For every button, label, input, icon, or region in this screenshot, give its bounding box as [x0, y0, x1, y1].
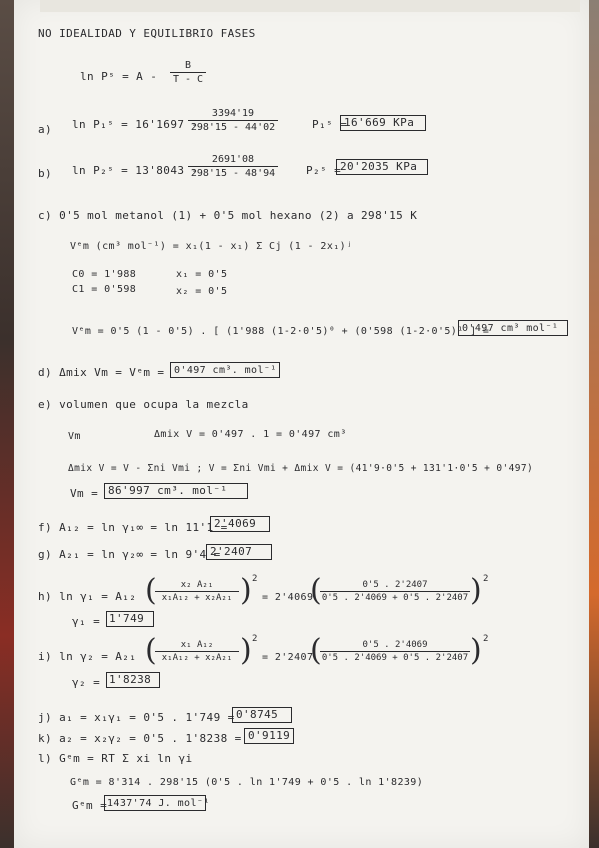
part-c-x1: x₁ = 0'5 [176, 269, 228, 280]
part-e-line-1: Δmix V = 0'497 . 1 = 0'497 cm³ [154, 429, 347, 440]
part-h-paren-open: ( [145, 573, 157, 608]
page-edge-left [0, 0, 14, 848]
part-k-equation: k) a₂ = x₂γ₂ = 0'5 . 1'8238 = [38, 732, 242, 745]
part-a-result-lhs: P₁ˢ = [312, 118, 348, 131]
part-l-result: 1437'74 J. mol⁻¹ [107, 798, 210, 809]
part-i-result: 1'8238 [109, 673, 152, 686]
part-i-square-2: 2 [483, 634, 489, 644]
page-title: NO IDEALIDAD Y EQUILIBRIO FASES [38, 27, 256, 40]
part-c-calculation: Vᵉm = 0'5 (1 - 0'5) . [ (1'988 (1-2·0'5)⁰ + (0'598 (1-2·0'5)¹ ] = [72, 326, 490, 337]
part-a-fraction [188, 108, 278, 133]
part-e-vm: Vm [68, 431, 81, 442]
part-a-equation: ln P₁ˢ = 16'1697 - [72, 118, 199, 131]
part-e-result-lhs: Vm = [70, 487, 99, 500]
part-i-paren2-open: ( [310, 633, 322, 668]
part-a-result: 16'669 KPa [344, 116, 415, 129]
part-i-value-numerator: 0'5 . 2'4069 [320, 640, 470, 652]
part-e-line-2: Δmix V = V - Σni Vmi ; V = Σni Vmi + Δmix V = (41'9·0'5 + 131'1·0'5 + 0'497) [68, 463, 534, 474]
part-i-middle: = 2'2407 [262, 652, 314, 663]
part-h-numerator: x₂ A₂₁ [155, 580, 239, 592]
part-h-paren-close: ) [240, 573, 252, 608]
part-f-result: 2'4069 [214, 517, 257, 530]
part-h-middle: = 2'4069 [262, 592, 314, 603]
part-e-result: 86'997 cm³. mol⁻¹ [108, 484, 228, 497]
page-edge-right [589, 0, 599, 848]
part-i-value-denominator: 0'5 . 2'4069 + 0'5 . 2'2407 [321, 653, 469, 663]
part-i-equation: i) ln γ₂ = A₂₁ [38, 650, 137, 663]
antoine-equation: ln Pˢ = A - [80, 70, 158, 83]
part-a-numerator: 3394'19 [188, 108, 278, 121]
part-c-heading: c) 0'5 mol metanol (1) + 0'5 mol hexano (2) a 298'15 K [38, 209, 418, 222]
part-b-fraction [188, 154, 278, 179]
part-h-fraction [155, 580, 239, 603]
part-c-result: 0'497 cm³ mol⁻¹ [462, 323, 559, 334]
part-h-paren2-open: ( [310, 573, 322, 608]
part-c-c0: C0 = 1'988 [72, 269, 137, 280]
part-h-denominator: x₁A₁₂ + x₂A₂₁ [161, 593, 233, 603]
antoine-fraction [170, 60, 206, 85]
part-b-equation: ln P₂ˢ = 13'8043 - [72, 164, 199, 177]
part-b-result: 20'2035 KPa [340, 160, 418, 173]
part-a-denominator: 298'15 - 44'02 [190, 122, 276, 133]
part-h-square: 2 [252, 574, 258, 584]
part-c-model: Vᵉm (cm³ mol⁻¹) = x₁(1 - x₁) Σ Cj (1 - 2x₁)ʲ [70, 241, 353, 252]
part-i-denominator: x₁A₁₂ + x₂A₂₁ [161, 653, 233, 663]
part-d-equation: d) Δmix Vm = Vᵉm = [38, 366, 165, 379]
part-j-result: 0'8745 [236, 708, 279, 721]
part-h-equation: h) ln γ₁ = A₁₂ [38, 590, 137, 603]
part-h-value-numerator: 0'5 . 2'2407 [320, 580, 470, 592]
part-h-result-lhs: γ₁ = [72, 615, 101, 628]
part-i-fraction [155, 640, 239, 663]
antoine-fraction-numerator: B [170, 60, 206, 73]
part-h-paren2-close: ) [470, 573, 482, 608]
part-i-square: 2 [252, 634, 258, 644]
part-h-result: 1'749 [109, 612, 145, 625]
part-b-denominator: 298'15 - 48'94 [190, 168, 276, 179]
part-d-result: 0'497 cm³. mol⁻¹ [174, 365, 277, 376]
part-i-value-fraction [320, 640, 470, 663]
part-b-result-lhs: P₂ˢ = [306, 164, 342, 177]
part-f-equation: f) A₁₂ = ln γ₁∞ = ln 11'1 = [38, 521, 228, 534]
part-h-value-fraction [320, 580, 470, 603]
page-top-strip [40, 0, 580, 12]
part-i-result-lhs: γ₂ = [72, 676, 101, 689]
part-e-heading: e) volumen que ocupa la mezcla [38, 398, 249, 411]
part-i-numerator: x₁ A₁₂ [155, 640, 239, 652]
part-k-result: 0'9119 [248, 729, 291, 742]
part-h-square-2: 2 [483, 574, 489, 584]
part-l-equation: l) Gᵉm = RT Σ xi ln γi [38, 752, 193, 765]
part-l-calculation: Gᵉm = 8'314 . 298'15 (0'5 . ln 1'749 + 0'5 . ln 1'8239) [70, 777, 424, 788]
part-b-label: b) [38, 167, 53, 180]
part-g-result: 2'2407 [210, 545, 253, 558]
part-l-result-lhs: Gᵉm = [72, 799, 108, 812]
part-i-paren2-close: ) [470, 633, 482, 668]
part-c-x2: x₂ = 0'5 [176, 286, 228, 297]
part-j-equation: j) a₁ = x₁γ₁ = 0'5 . 1'749 = [38, 711, 235, 724]
part-h-value-denominator: 0'5 . 2'4069 + 0'5 . 2'2407 [321, 593, 469, 603]
antoine-fraction-denominator: T - C [172, 74, 204, 85]
part-g-equation: g) A₂₁ = ln γ₂∞ = ln 9'4 = [38, 548, 221, 561]
part-b-numerator: 2691'08 [188, 154, 278, 167]
part-a-label: a) [38, 123, 53, 136]
part-c-c1: C1 = 0'598 [72, 284, 137, 295]
part-i-paren-open: ( [145, 633, 157, 668]
part-i-paren-close: ) [240, 633, 252, 668]
